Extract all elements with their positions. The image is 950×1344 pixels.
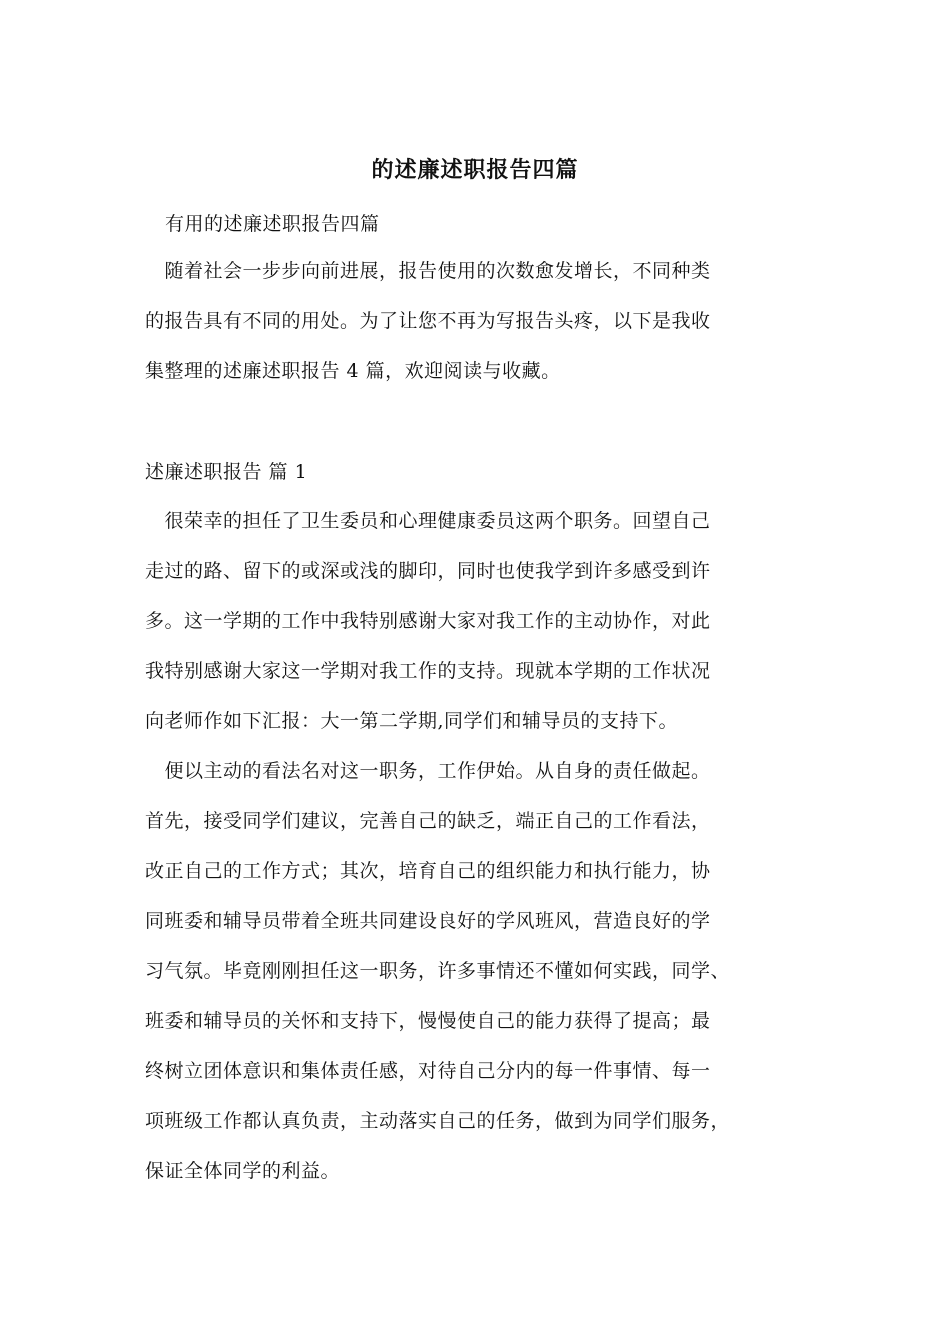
intro-line: 的报告具有不同的用处。为了让您不再为写报告头疼，以下是我收 [145,310,711,332]
paragraph-2 [145,746,825,1196]
paragraph-line: 向老师作如下汇报：大一第二学期,同学们和辅导员的支持下。 [145,710,679,732]
section-heading: 述廉述职报告 篇 1 [145,461,308,483]
intro-line: 随着社会一步步向前进展，报告使用的次数愈发增长，不同种类 [145,260,711,282]
paragraph-line: 改正自己的工作方式；其次，培育自己的组织能力和执行能力，协 [145,860,711,882]
paragraph-line: 项班级工作都认真负责，主动落实自己的任务，做到为同学们服务， [145,1110,731,1132]
paragraph-line: 同班委和辅导员带着全班共同建设良好的学风班风，营造良好的学 [145,910,711,932]
paragraph-line: 习气氛。毕竟刚刚担任这一职务，许多事情还不懂如何实践，同学、 [145,960,731,982]
paragraph-line: 班委和辅导员的关怀和支持下，慢慢使自己的能力获得了提高；最 [145,1010,711,1032]
intro-paragraph [145,246,825,396]
paragraph-line: 我特别感谢大家这一学期对我工作的支持。现就本学期的工作状况 [145,660,711,682]
document-title: 的述廉述职报告四篇 [371,157,579,183]
paragraph-1 [145,496,825,746]
paragraph-line: 保证全体同学的利益。 [145,1160,341,1182]
intro-line: 集整理的述廉述职报告 4 篇，欢迎阅读与收藏。 [145,360,561,382]
paragraph-line: 走过的路、留下的或深或浅的脚印，同时也使我学到许多感受到许 [145,560,711,582]
paragraph-line: 便以主动的看法名对这一职务，工作伊始。从自身的责任做起。 [145,760,711,782]
paragraph-line: 终树立团体意识和集体责任感，对待自己分内的每一件事情、每一 [145,1060,711,1082]
paragraph-line: 多。这一学期的工作中我特别感谢大家对我工作的主动协作，对此 [145,610,711,632]
document-subtitle: 有用的述廉述职报告四篇 [165,213,380,235]
paragraph-line: 首先，接受同学们建议，完善自己的缺乏，端正自己的工作看法， [145,810,711,832]
paragraph-line: 很荣幸的担任了卫生委员和心理健康委员这两个职务。回望自己 [145,510,711,532]
